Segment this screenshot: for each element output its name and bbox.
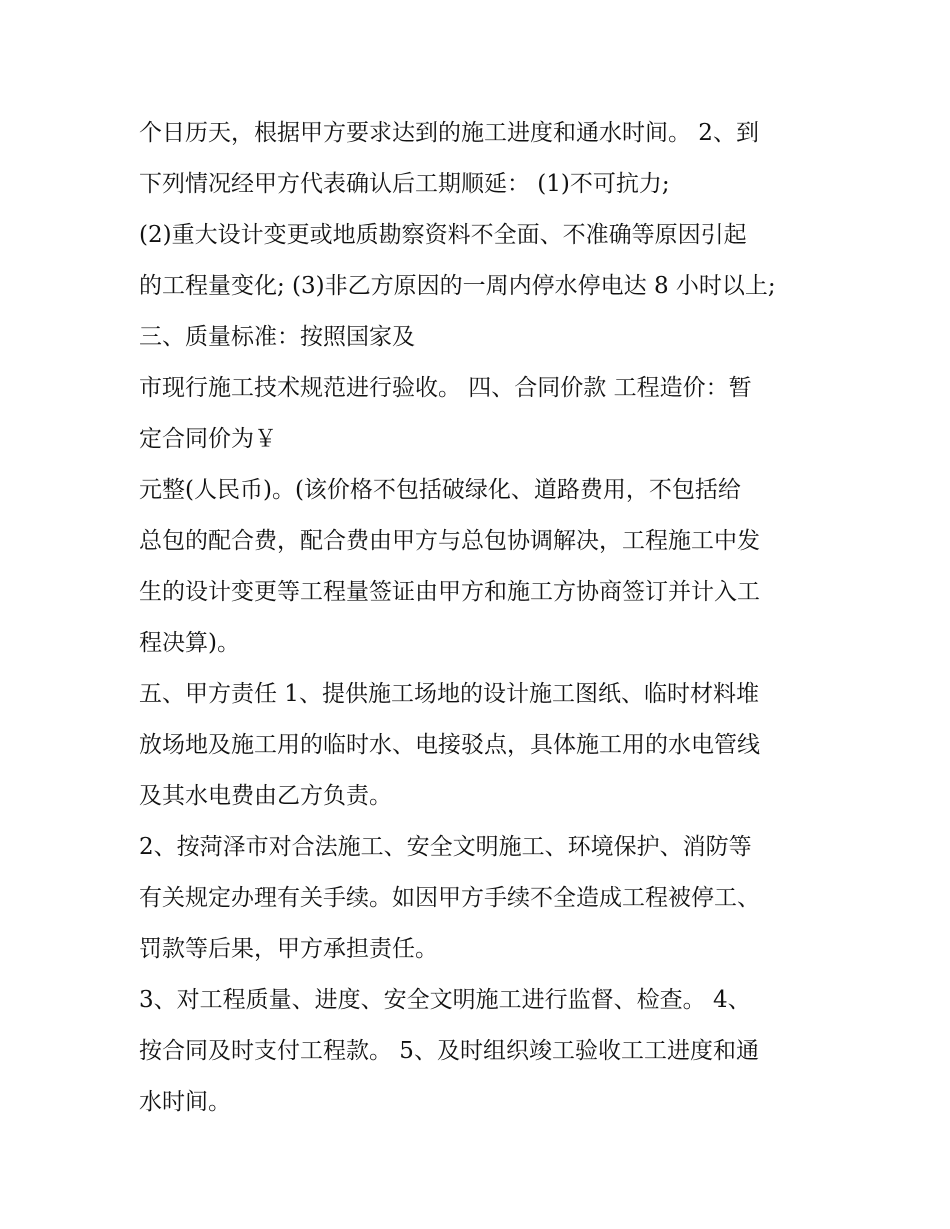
text-line: 下列情况经甲方代表确认后工期顺延： (1)不可抗力; bbox=[139, 171, 670, 197]
text-line: 生的设计变更等工程量签证由甲方和施工方协商签订并计入工 bbox=[139, 579, 760, 605]
text-line: 放场地及施工用的临时水、电接驳点，具体施工用的水电管线 bbox=[139, 732, 760, 758]
text-line: 按合同及时支付工程款。 5、及时组织竣工验收工工进度和通 bbox=[139, 1038, 759, 1064]
text-line: 水时间。 bbox=[139, 1089, 231, 1115]
document-body bbox=[139, 108, 819, 1128]
text-line: 市现行施工技术规范进行验收。 四、合同价款 工程造价：暂 bbox=[139, 375, 752, 401]
text-line: 元整(人民币)。(该价格不包括破绿化、道路费用，不包括给 bbox=[139, 477, 741, 503]
text-line: 及其水电费由乙方负责。 bbox=[139, 783, 392, 809]
text-line: 2、按菏泽市对合法施工、安全文明施工、环境保护、消防等 bbox=[139, 834, 752, 860]
text-line: 五、甲方责任 1、提供施工场地的设计施工图纸、临时材料堆 bbox=[139, 681, 759, 707]
text-line: 个日历天，根据甲方要求达到的施工进度和通水时间。 2、到 bbox=[139, 120, 759, 146]
text-line: 总包的配合费，配合费由甲方与总包协调解决，工程施工中发 bbox=[139, 528, 760, 554]
text-line: 的工程量变化; (3)非乙方原因的一周内停水停电达 8 小时以上; bbox=[139, 273, 776, 299]
text-line: 三、质量标准：按照国家及 bbox=[139, 324, 415, 350]
text-line: 罚款等后果，甲方承担责任。 bbox=[139, 936, 438, 962]
text-line: 有关规定办理有关手续。如因甲方手续不全造成工程被停工、 bbox=[139, 885, 760, 911]
text-line: 定合同价为￥ bbox=[139, 426, 277, 452]
text-line: 程决算)。 bbox=[139, 630, 240, 656]
text-line: 3、对工程质量、进度、安全文明施工进行监督、检查。 4、 bbox=[139, 987, 751, 1013]
text-line: (2)重大设计变更或地质勘察资料不全面、不准确等原因引起 bbox=[139, 222, 747, 248]
